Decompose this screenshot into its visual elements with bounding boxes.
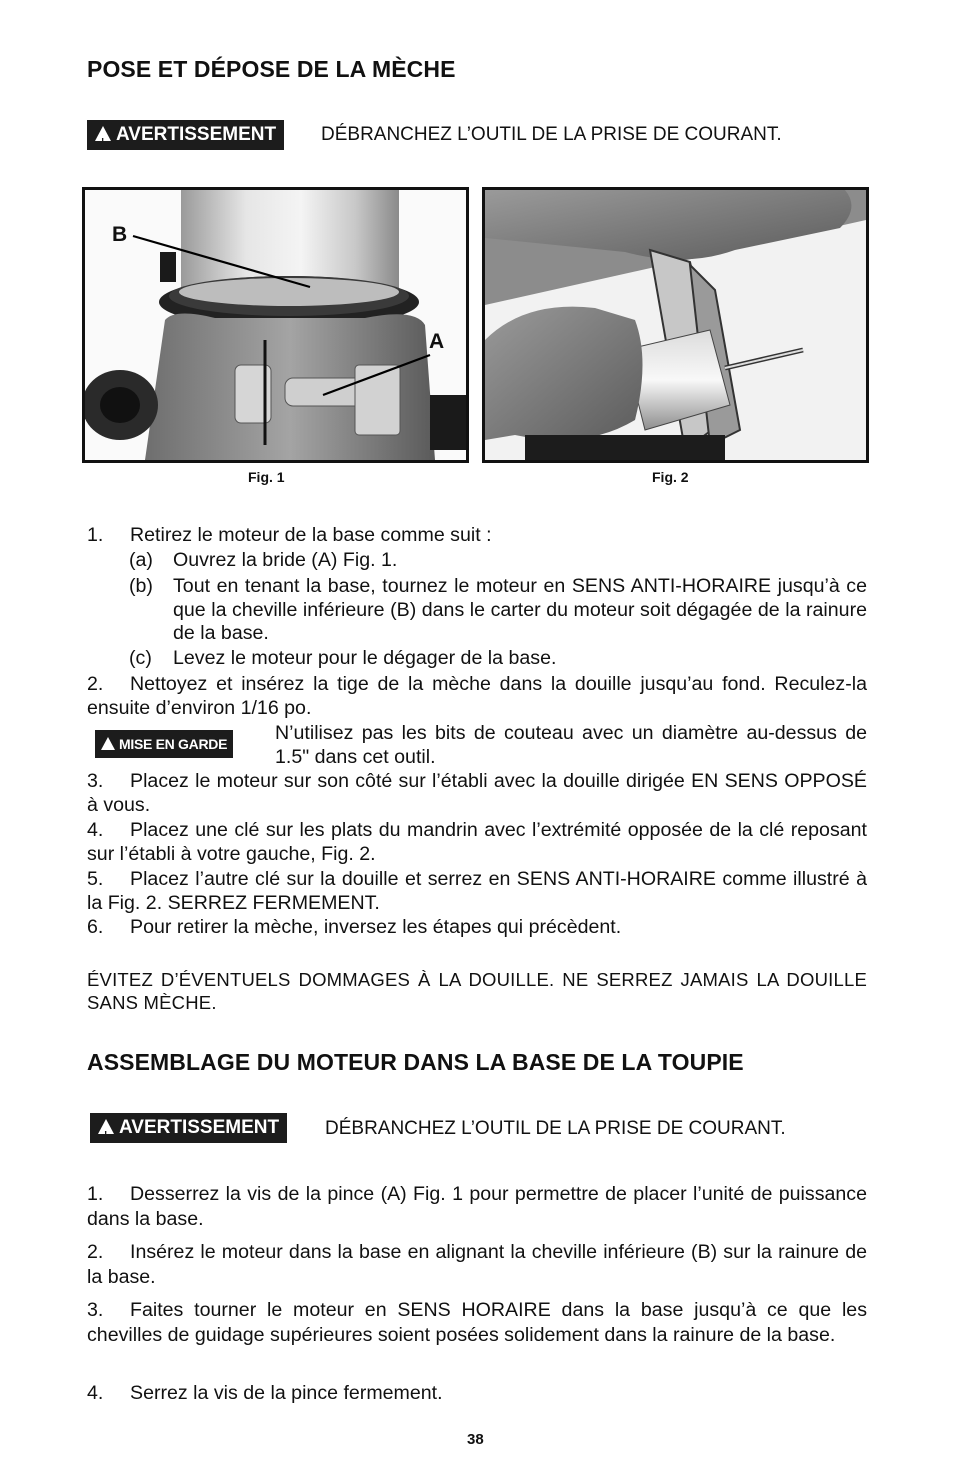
section-title-bit-install: POSE ET DÉPOSE DE LA MÈCHE	[87, 56, 456, 82]
warning-triangle-icon	[98, 1119, 114, 1134]
substep-text: Levez le moteur pour le dégager de la base.	[173, 647, 557, 669]
caution-label: MISE EN GARDE	[119, 736, 228, 752]
step-text: Nettoyez et insérez la tige de la mèche dans la douille jusqu’au fond. Reculez-la ensuite d’environ 1/16 po.	[87, 673, 867, 719]
router-base-illustration	[85, 190, 466, 460]
substep-text: Ouvrez la bride (A) Fig. 1.	[173, 549, 398, 571]
step-number: 4.	[87, 1382, 104, 1404]
assembly-step-4	[87, 1381, 867, 1406]
substep-text: Tout en tenant la base, tournez le moteur en SENS ANTI-HORAIRE jusqu’à ce que la cheville inférieure (B) dans le carter du moteur soit dégagée de la rainure de la base.	[173, 575, 867, 644]
warning-badge	[87, 120, 284, 150]
figure-1-router-base-photo	[82, 187, 469, 463]
step-number: 4.	[87, 819, 104, 841]
substep-label: (c)	[129, 647, 152, 669]
callout-label-b: B	[112, 223, 128, 246]
step-3	[87, 770, 867, 817]
figure-2-caption: Fig. 2	[652, 469, 689, 485]
step-text: Placez le moteur sur son côté sur l’établi avec la douille dirigée EN SENS OPPOSÉ à vous.	[87, 770, 867, 816]
step-number: 3.	[87, 770, 104, 792]
figure-1-caption: Fig. 1	[248, 469, 285, 485]
section-title-motor-assembly: ASSEMBLAGE DU MOTEUR DANS LA BASE DE LA TOUPIE	[87, 1049, 744, 1075]
caution-badge	[95, 730, 233, 758]
step-text: Placez une clé sur les plats du mandrin avec l’extrémité opposée de la clé reposant sur l’établi à votre gauche, Fig. 2.	[87, 819, 867, 865]
step-number: 3.	[87, 1299, 104, 1321]
step-text: Placez l’autre clé sur la douille et serrez en SENS ANTI-HORAIRE comme illustré à la Fig. 2. SERREZ FERMEMENT.	[87, 868, 867, 914]
warning-label: AVERTISSEMENT	[116, 124, 277, 145]
assembly-step-2	[87, 1240, 867, 1290]
warning-label: AVERTISSEMENT	[119, 1117, 280, 1138]
collet-notice: ÉVITEZ D’ÉVENTUELS DOMMAGES À LA DOUILLE. NE SERREZ JAMAIS LA DOUILLE SANS MÈCHE.	[87, 969, 867, 1013]
warning-text: DÉBRANCHEZ L’OUTIL DE LA PRISE DE COURANT.	[321, 124, 782, 145]
step-number: 5.	[87, 868, 104, 890]
warning-triangle-icon	[95, 126, 111, 141]
caution-text: N’utilisez pas les bits de couteau avec un diamètre au-dessus de 1.5" dans cet outil.	[275, 722, 867, 768]
warning-badge	[90, 1113, 287, 1143]
step-text: Faites tourner le moteur en SENS HORAIRE dans la base jusqu’à ce que les chevilles de guidage supérieures soient posées solidement dans la rainure de la base.	[87, 1299, 867, 1346]
step-2	[87, 673, 867, 720]
callout-label-a: A	[429, 330, 445, 353]
step-text: Desserrez la vis de la pince (A) Fig. 1 pour permettre de placer l’unité de puissance dans la base.	[87, 1183, 867, 1230]
step-number: 6.	[87, 916, 104, 938]
substep-label: (b)	[129, 575, 153, 597]
step-text: Insérez le moteur dans la base en alignant la cheville inférieure (B) sur la rainure de la base.	[87, 1241, 867, 1288]
step-text: Pour retirer la mèche, inversez les étapes qui précèdent.	[130, 916, 622, 938]
figure-2-wrench-photo	[482, 187, 869, 463]
step-1	[87, 524, 867, 548]
warning-text: DÉBRANCHEZ L’OUTIL DE LA PRISE DE COURANT.	[325, 1118, 786, 1139]
step-text: Retirez le moteur de la base comme suit :	[130, 524, 492, 546]
wrench-tightening-illustration	[485, 190, 866, 460]
step-number: 2.	[87, 1241, 104, 1263]
step-number: 1.	[87, 1183, 104, 1205]
step-number: 2.	[87, 673, 104, 695]
step-6	[87, 916, 867, 940]
step-5	[87, 868, 867, 915]
substep-label: (a)	[129, 549, 153, 571]
assembly-step-3	[87, 1298, 867, 1348]
page-number: 38	[467, 1431, 484, 1448]
caution-triangle-icon	[101, 737, 115, 750]
step-4	[87, 819, 867, 866]
assembly-step-1	[87, 1182, 867, 1232]
step-text: Serrez la vis de la pince fermement.	[130, 1382, 443, 1404]
step-number: 1.	[87, 524, 104, 546]
